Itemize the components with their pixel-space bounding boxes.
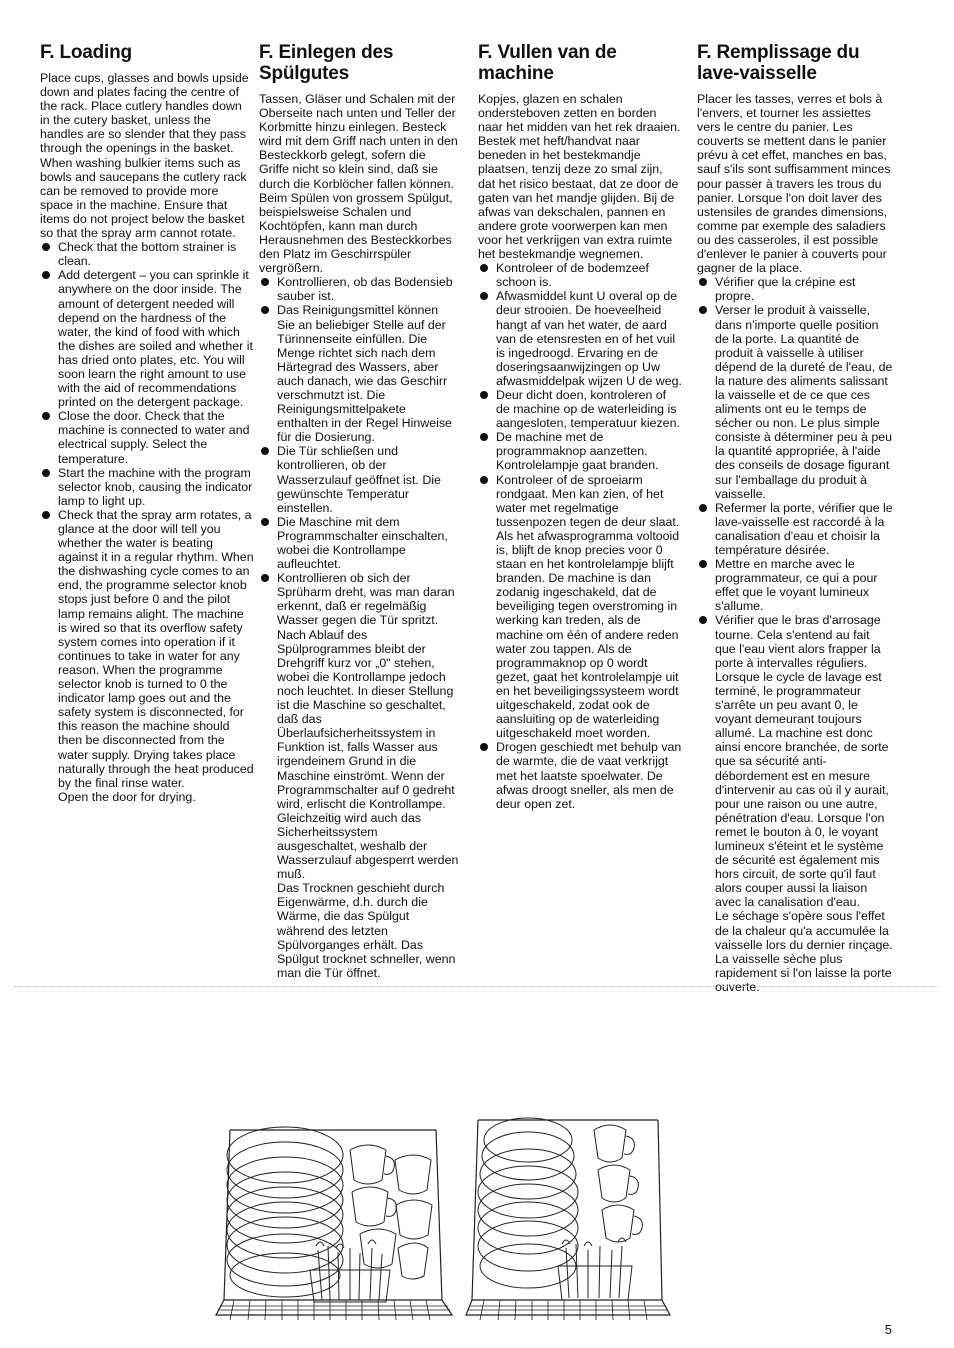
step-item: Refermer la porte, vérifier que le lave-vaisselle est raccordé à la canalisation d'eau et choisir la température désirée. bbox=[697, 501, 893, 557]
dotted-separator bbox=[14, 986, 938, 987]
step-item: Vérifier que le bras d'arrosage tourne. Cela s'entend au fait que l'eau vient alors frapper la porte à intervalles réguliers. Lorsque le cycle de lavage est terminé, le programmateur s'arrête un peu avant 0, le voyant demeurant toujours allumé. La machine est donc ainsi encore branchée, de sorte que sa sécurité anti-débordement est en mesure d'intervenir au cas où il y aurait, pour une raison ou une autre, pénétration d'eau. Lorsque l'on remet le bouton à 0, le voyant lumineux s'éteint et le système de sécurité est également mis hors circuit, de sorte qu'il faut alors couper aussi la liaison avec la canalisation d'eau. bbox=[697, 613, 893, 909]
heading-german: F. Einlegen des Spülgutes bbox=[259, 42, 394, 84]
heading-english: F. Loading bbox=[40, 42, 132, 63]
heading-french: F. Remplissage du lave-vaisselle bbox=[697, 42, 860, 84]
step-item: Verser le produit à vaisselle, dans n'importe quelle position de la porte. La quantité de produit à vaisselle à utiliser dépend de la dureté de l'eau, de la nature des aliments salissant la vaisselle et de ce que ces aliments ont eu le temps de sécher ou non. Le plus simple consiste à déterminer peu à peu la quantité appropriée, à l'aide des conseils de dosage figurant sur l'emballage du produit à vaisselle. bbox=[697, 303, 893, 500]
column-english bbox=[40, 42, 254, 804]
step-item: Kontrollieren ob sich der Sprüharm dreht, was man daran erkennt, daß er regelmäßig Wasser gegen die Tür spritzt. Nach Ablauf des Spülprogrammes bleibt der Drehgriff kurz vor „0" stehen, wobei die Kontrollampe jedoch noch leuchtet. In dieser Stellung ist die Maschine so geschaltet, daß das Überlaufsicherheitssystem in Funktion ist, falls Wasser aus irgendeinem Grund in die Maschine einströmt. Wenn der Programmschalter auf 0 gedreht wird, erlischt die Kontrollampe. Gleichzeitig wird auch das Sicherheitssystem ausgeschaltet, weshalb der Wasserzulauf abgesperrt werden muß. bbox=[259, 571, 459, 881]
step-item: Vérifier que la crépine est propre. bbox=[697, 275, 893, 303]
dish-rack-illustration-right bbox=[462, 1070, 684, 1324]
step-item: Add detergent – you can sprinkle it anywhere on the door inside. The amount of detergent needed will depend on the hardness of the water, the kind of food with which the dishes are soiled and whether it has dried onto plates, etc. You will soon learn the right amount to use with the aid of recommendations printed on the detergent package. bbox=[40, 268, 254, 409]
step-item: Drogen geschiedt met behulp van de warmte, die de vaat verkrijgt met het laatste spoelwater. De afwas droogt sneller, als men de deur open zet. bbox=[478, 740, 682, 810]
steps-german bbox=[259, 275, 459, 881]
step-item: Kontroleer of de bodemzeef schoon is. bbox=[478, 261, 682, 289]
outro-german: Das Trocknen geschieht durch Eigenwärme, d.h. durch die Wärme, die das Spülgut während des letzten Spülvorganges erhält. Das Spülgut trocknet schneller, wenn man die Tür öffnet. bbox=[277, 881, 456, 980]
column-french bbox=[697, 42, 893, 994]
steps-dutch bbox=[478, 261, 682, 811]
outro-english: Open the door for drying. bbox=[58, 789, 196, 804]
step-item: Kontrollieren, ob das Bodensieb sauber ist. bbox=[259, 275, 459, 303]
intro-dutch: Kopjes, glazen en schalen ondersteboven zetten en borden naar het midden van het rek draaien. Bestek met heft/handvat naar beneden in het bestekmandje plaatsen, tenzij deze zo smal zijn, dat het risico bestaat, dat ze door de gaten van het mandje glijden. Bij de afwas van dekschalen, pannen en andere grote voorwerpen kan men voor het verkrijgen van extra ruimte het bestekmandje wegnemen. bbox=[478, 92, 681, 262]
dish-rack-illustration-left bbox=[210, 1070, 462, 1324]
column-dutch bbox=[478, 42, 682, 811]
step-item: Das Reinigungsmittel können Sie an beliebiger Stelle auf der Türinnenseite einfüllen. Die Menge richtet sich nach dem Härtegrad des Wassers, aber auch danach, wie das Geschirr verschmutzt ist. Die Reinigungsmittelpakete enthalten in der Regel Hinweise für die Dosierung. bbox=[259, 303, 459, 444]
step-item: Close the door. Check that the machine is connected to water and electrical supply. Select the temperature. bbox=[40, 409, 254, 465]
intro-german: Tassen, Gläser und Schalen mit der Oberseite nach unten und Teller der Korbmitte hinzu einlegen. Besteck wird mit dem Griff nach unten in den Besteckkorb gelegt, sofern die Griffe nicht so klein sind, daß sie durch die Korblöcher fallen können. Beim Spülen von grossem Spülgut, beispielsweise Schalen und Kochtöpfen, kann man durch Herausnehmen des Besteckkorbes den Platz im Geschirrspüler vergrößern. bbox=[259, 92, 458, 276]
intro-french: Placer les tasses, verres et bols à l'envers, et tourner les assiettes vers le centre du panier. Les couverts se mettent dans le panier prévu à cet effet, manches en bas, sauf s'ils sont suffisamment minces pour passer à travers les trous du panier. Lorsque l'on doit laver des ustensiles de grandes dimensions, comme par exemple des saladiers ou des casseroles, il est possible d'enlever le panier à couverts pour gagner de la place. bbox=[697, 92, 891, 276]
step-item: Check that the spray arm rotates, a glance at the door will tell you whether the water is beating against it in a regular rhythm. When the dishwashing cycle comes to an end, the programme selector knob stops just before 0 and the pilot lamp remains alight. The machine is wired so that its overflow safety system comes into operation if it continues to take in water for any reason. When the programme selector knob is turned to 0 the indicator lamp goes out and the safety system is disconnected, for this reason the machine should then be disconnected from the water supply. Drying takes place naturally through the heat produced by the final rinse water. bbox=[40, 508, 254, 790]
heading-dutch: F. Vullen van de machine bbox=[478, 42, 617, 84]
steps-english bbox=[40, 240, 254, 790]
intro-english: Place cups, glasses and bowls upside down and plates facing the centre of the rack. Place cutlery handles down in the cutery basket, unless the handles are so slender that they pass through the openings in the basket. When washing bulkier items such as bowls and saucepans the cutlery rack can be removed to provide more space in the machine. Ensure that items do not project below the basket so that the spray arm cannot rotate. bbox=[40, 71, 249, 241]
step-item: Start the machine with the program selector knob, causing the indicator lamp to light up. bbox=[40, 466, 254, 508]
column-german bbox=[259, 42, 459, 980]
step-item: Kontroleer of de sproeiarm rondgaat. Men kan zien, of het water met regelmatige tussenpozen tegen de deur slaat. Als het afwasprogramma voltooid is, blijft de knop precies voor 0 staan en het kontrolelampje blijft branden. De machine is dan zodanig ingeschakeld, dat de beveiliging tegen overstroming in werking kan treden, als de machine om één of andere reden water zou tappen. Als de programmaknop op 0 wordt gezet, gaat het kontrolelampje uit en het beveiligingssysteem wordt uitgeschakeld, zodat ook de aansluiting op de waterleiding uitgeschakeld moet worden. bbox=[478, 473, 682, 741]
step-item: Die Maschine mit dem Programmschalter einschalten, wobei die Kontrollampe aufleuchtet. bbox=[259, 515, 459, 571]
step-item: De machine met de programmaknop aanzetten. Kontrolelampje gaat branden. bbox=[478, 430, 682, 472]
step-item: Afwasmiddel kunt U overal op de deur strooien. De hoeveelheid hangt af van het water, de aard van de etensresten en of het vuil is ingedroogd. Ervaring en de doseringsaanwijzingen op Uw afwasmiddelpak wijzen U de weg. bbox=[478, 289, 682, 388]
page-number: 5 bbox=[884, 1322, 892, 1337]
steps-french bbox=[697, 275, 893, 909]
step-item: Die Tür schließen und kontrollieren, ob der Wasserzulauf geöffnet ist. Die gewünschte Temperatur einstellen. bbox=[259, 444, 459, 514]
outro-french: Le séchage s'opère sous l'effet de la chaleur qu'a accumulée la vaisselle lors du dernier rinçage. La vaisselle sèche plus rapidement si l'on laisse la porte ouverte. bbox=[715, 909, 893, 994]
step-item: Deur dicht doen, kontroleren of de machine op de waterleiding is aangesloten, temperatuur kiezen. bbox=[478, 388, 682, 430]
step-item: Mettre en marche avec le programmateur, ce qui a pour effet que le voyant lumineux s'allume. bbox=[697, 557, 893, 613]
step-item: Check that the bottom strainer is clean. bbox=[40, 240, 254, 268]
